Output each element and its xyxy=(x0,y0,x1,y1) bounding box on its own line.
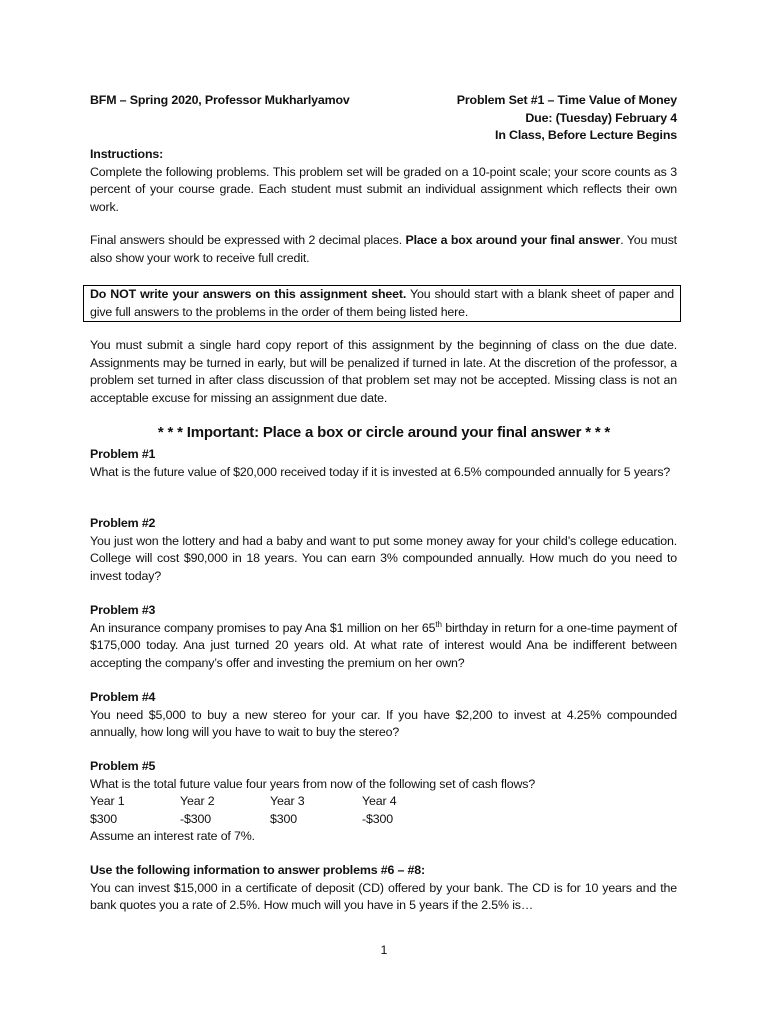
problem-set-title: Problem Set #1 – Time Value of Money xyxy=(456,93,677,107)
final-answer-text-a: Final answers should be expressed with 2 decimal places. xyxy=(90,233,406,247)
cash-flow-values-row xyxy=(90,811,677,829)
problem-1 xyxy=(90,446,677,481)
problem-text: What is the total future value four years from now of the following set of cash flows? xyxy=(90,776,536,791)
interest-rate-note: Assume an interest rate of 7%. xyxy=(90,829,255,844)
problem-title: Problem #3 xyxy=(90,603,156,617)
problem-text: You just won the lottery and had a baby and want to put some money away for your child’s college education. College will cost $90,000 in 18 years. You can earn 3% compounded annually. How much do you need to invest today? xyxy=(90,533,677,583)
notice-bold: Do NOT write your answers on this assignment sheet. xyxy=(90,287,407,301)
year-label: Year 4 xyxy=(362,794,397,809)
year-label: Year 2 xyxy=(180,794,215,809)
submission-policy: You must submit a single hard copy report of this assignment by the beginning of class on the due date. Assignments may be turned in early, but will be penalized if turned in late. At the discretion of the professor, a problem set turned in after class discussion of that problem set may not be accepted. Missing class is not an acceptable excuse for missing an assignment due date. xyxy=(90,338,677,405)
problem-text-b: birthday in return for a one-time payment of $175,000 today. Ana just turned 20 years old. At what rate of interest would Ana be indifferent between accepting the company’s offer and investing the premium on her own? xyxy=(90,620,677,670)
problem-title: Problem #1 xyxy=(90,447,156,461)
important-banner: * * * Important: Place a box or circle around your final answer * * * xyxy=(157,424,611,441)
problem-text: You can invest $15,000 in a certificate of deposit (CD) offered by your bank. The CD is for 10 years and the bank quotes you a rate of 2.5%. How much will you have in 5 years if the 2.5% is… xyxy=(90,880,677,913)
instructions-paragraph-1: Complete the following problems. This problem set will be graded on a 10-point scale; your score counts as 3 percent of your course grade. Each student must submit an individual assignment which reflects their own work. xyxy=(90,164,677,214)
problem-4 xyxy=(90,689,677,742)
problem-text: You need $5,000 to buy a new stereo for your car. If you have $2,200 to invest at 4.25% compounded annually, how long will you have to wait to buy the stereo? xyxy=(90,707,677,740)
notice-text: You should start with a blank sheet of paper and give full answers to the problems in the order of them being listed here. xyxy=(90,287,674,319)
problem-text-a: An insurance company promises to pay Ana $1 million on her 65 xyxy=(90,620,436,635)
year-label: Year 1 xyxy=(90,794,125,809)
problem-3 xyxy=(90,602,677,672)
due-date: Due: (Tuesday) February 4 xyxy=(525,110,677,125)
problem-set-header xyxy=(400,92,677,145)
cash-flow-years-row xyxy=(90,793,677,811)
cash-flow-value: $300 xyxy=(270,811,297,826)
final-answer-text-c: . You must also show your work to receive full credit. xyxy=(90,233,677,265)
problem-title: Problem #2 xyxy=(90,516,156,530)
ordinal-suffix: th xyxy=(435,619,442,629)
problem-text xyxy=(90,620,677,673)
course-header: BFM – Spring 2020, Professor Mukharlyamov xyxy=(90,93,350,107)
notice-box xyxy=(83,285,681,322)
problem-title: Problem #4 xyxy=(90,690,156,704)
year-label: Year 3 xyxy=(270,794,305,809)
problem-title: Use the following information to answer problems #6 – #8: xyxy=(90,863,426,877)
cash-flow-value: -$300 xyxy=(362,811,393,826)
problems-6-8-intro xyxy=(90,862,677,915)
instructions-heading: Instructions: xyxy=(90,147,164,161)
problem-title: Problem #5 xyxy=(90,759,156,773)
problem-text: What is the future value of $20,000 received today if it is invested at 6.5% compounded annually for 5 years? xyxy=(90,464,671,479)
problem-5 xyxy=(90,758,677,846)
cash-flow-value: $300 xyxy=(90,811,117,826)
final-answer-emphasis: Place a box around your final answer xyxy=(405,233,621,247)
cash-flow-value: -$300 xyxy=(180,811,211,826)
page-number: 1 xyxy=(380,943,388,957)
instructions-section xyxy=(90,146,677,216)
due-time: In Class, Before Lecture Begins xyxy=(495,128,677,143)
final-answer-instructions xyxy=(90,232,677,267)
problem-2 xyxy=(90,515,677,585)
